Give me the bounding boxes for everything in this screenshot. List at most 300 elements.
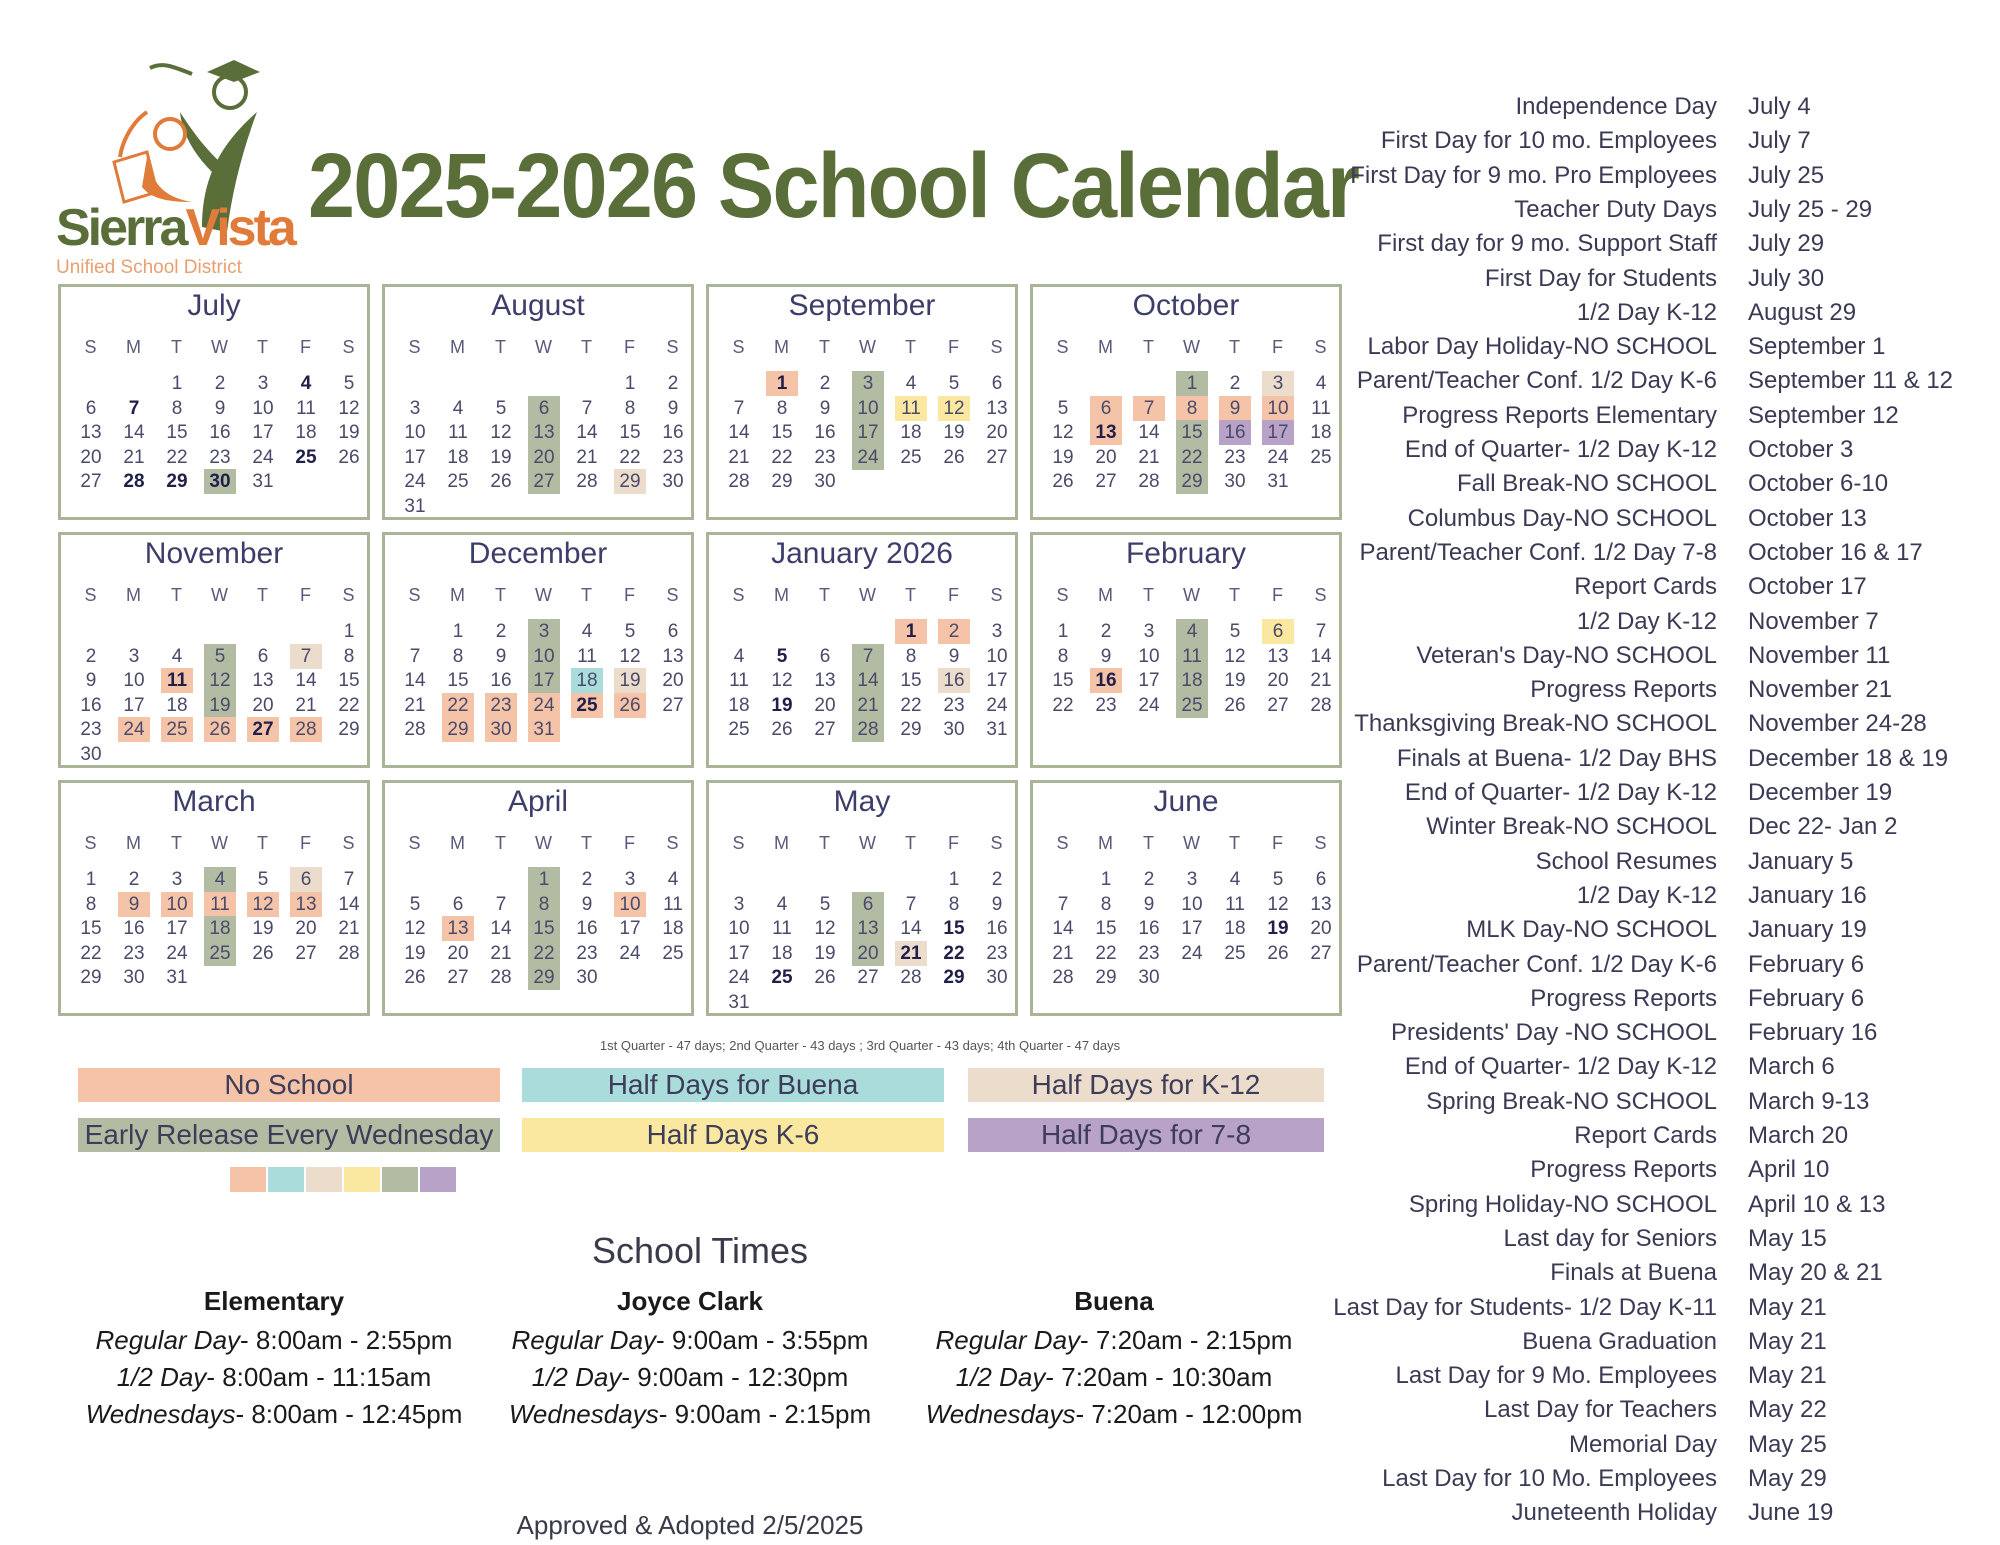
month-name: August	[491, 289, 585, 322]
calendar-day: 1	[1057, 621, 1069, 642]
calendar-day: 26	[814, 967, 836, 988]
calendar-day: 16	[986, 918, 1008, 939]
weekday-label: W	[1183, 833, 1200, 853]
event-row	[1340, 847, 2000, 877]
calendar-day: 2	[991, 869, 1003, 890]
event-row	[1340, 366, 2000, 396]
weekday-label: T	[1143, 585, 1154, 605]
calendar-day: 5	[948, 373, 960, 394]
calendar-day: 4	[204, 867, 236, 892]
legend-early-release: Early Release Every Wednesday	[78, 1118, 500, 1152]
event-date: July 29	[1748, 230, 1825, 258]
calendar-day: 6	[528, 396, 560, 421]
calendar-day: 20	[814, 694, 836, 716]
color-swatch	[382, 1167, 418, 1192]
calendar-day: 1	[895, 619, 927, 644]
weekday-label: S	[408, 833, 421, 853]
calendar-day: 17	[852, 420, 884, 445]
weekday-label: S	[1056, 337, 1069, 357]
calendar-day: 30	[80, 743, 102, 765]
calendar-day: 30	[814, 471, 836, 492]
month-july	[58, 284, 370, 520]
calendar-day: 5	[624, 621, 636, 642]
calendar-day: 9	[118, 892, 150, 917]
weekday-label: T	[171, 337, 182, 357]
calendar-day: 21	[728, 446, 750, 468]
calendar-day: 17	[1138, 670, 1160, 691]
calendar-day: 2	[819, 373, 831, 394]
calendar-day: 5	[204, 644, 236, 669]
weekday-label: W	[535, 833, 552, 853]
approval-note: Approved & Adopted 2/5/2025	[516, 1510, 864, 1540]
calendar-day: 4	[452, 397, 464, 419]
calendar-day: 26	[252, 942, 274, 964]
weekday-label: T	[905, 585, 916, 605]
month-name: June	[1153, 785, 1219, 818]
calendar-day: 9	[85, 670, 97, 691]
calendar-day: 30	[485, 717, 517, 742]
calendar-day: 1	[171, 373, 183, 394]
event-name: Last Day for Teachers	[1483, 1396, 1717, 1424]
event-row	[1340, 332, 2000, 362]
calendar-day: 19	[943, 422, 965, 443]
calendar-day: 3	[528, 619, 560, 644]
calendar-day: 2	[128, 869, 140, 890]
calendar-day: 14	[1310, 645, 1332, 667]
calendar-day: 15	[619, 422, 641, 443]
weekday-label: S	[1056, 833, 1069, 853]
event-date: September 11 & 12	[1748, 367, 1954, 395]
event-date: November 21	[1748, 676, 1893, 704]
weekday-label: S	[84, 585, 97, 605]
calendar-day: 6	[991, 373, 1003, 394]
calendar-day: 18	[295, 422, 317, 443]
calendar-day: 23	[814, 446, 836, 468]
weekday-label: S	[84, 833, 97, 853]
weekday-label: T	[905, 833, 916, 853]
calendar-day: 6	[85, 397, 97, 419]
calendar-day: 6	[1262, 619, 1294, 644]
event-date: September 1	[1748, 333, 1886, 361]
calendar-day: 28	[1138, 471, 1160, 492]
logo-subtitle: Unified School District	[56, 257, 242, 278]
calendar-day: 15	[1052, 670, 1074, 691]
calendar-day: 19	[404, 942, 426, 964]
calendar-day: 14	[338, 893, 360, 915]
calendar-day: 27	[857, 967, 879, 988]
times-elementary	[74, 1282, 474, 1433]
calendar-day: 21	[1310, 670, 1332, 691]
weekday-label: F	[948, 585, 959, 605]
calendar-day: 22	[619, 446, 641, 468]
calendar-day: 4	[171, 645, 183, 667]
weekday-label: M	[450, 585, 465, 605]
times-row: Wednesdays- 8:00am - 12:45pm	[85, 1399, 463, 1429]
calendar-day: 4	[776, 893, 788, 915]
calendar-day: 21	[1138, 446, 1160, 468]
calendar-day: 27	[247, 717, 279, 742]
event-row	[1340, 607, 2000, 637]
event-name: Report Cards	[1574, 1122, 1717, 1149]
times-school-name: Joyce Clark	[617, 1286, 763, 1316]
color-swatch	[306, 1167, 342, 1192]
calendar-day: 3	[1262, 371, 1294, 396]
event-row	[1340, 1018, 2000, 1048]
event-date: April 10 & 13	[1748, 1190, 1886, 1218]
weekday-label: M	[774, 337, 789, 357]
weekday-label: M	[1098, 337, 1113, 357]
calendar-day: 12	[814, 918, 836, 939]
calendar-day: 23	[986, 942, 1008, 964]
calendar-day: 3	[409, 397, 421, 419]
calendar-day: 11	[1311, 397, 1331, 419]
calendar-day: 29	[80, 967, 102, 988]
calendar-day: 8	[905, 645, 917, 667]
event-name: Last Day for 9 Mo. Employees	[1395, 1362, 1717, 1390]
calendar-day: 9	[1219, 396, 1251, 421]
calendar-day: 11	[663, 893, 683, 915]
calendar-day: 15	[771, 422, 793, 443]
event-name: Memorial Day	[1568, 1430, 1717, 1458]
calendar-day: 26	[1224, 694, 1246, 716]
event-row	[1340, 264, 2000, 294]
calendar-day: 5	[257, 869, 269, 890]
calendar-day: 20	[1095, 446, 1117, 468]
event-date: October 3	[1748, 436, 1854, 463]
times-row: 1/2 Day- 9:00am - 12:30pm	[531, 1362, 849, 1392]
calendar-day: 1	[452, 621, 464, 642]
calendar-day: 27	[80, 471, 102, 492]
event-name: Teacher Duty Days	[1514, 195, 1717, 223]
calendar-day: 3	[1186, 869, 1198, 890]
calendar-day: 24	[252, 446, 274, 468]
calendar-day: 18	[204, 916, 236, 941]
weekday-label: F	[624, 337, 635, 357]
weekday-label: W	[211, 337, 228, 357]
weekday-label: W	[211, 833, 228, 853]
calendar-day: 19	[490, 446, 512, 468]
calendar-day: 13	[1310, 893, 1332, 915]
weekday-label: S	[990, 337, 1003, 357]
event-date: Dec 22- Jan 2	[1748, 813, 1898, 841]
event-name: First day for 9 mo. Support Staff	[1377, 230, 1717, 258]
times-joyce-clark	[490, 1282, 890, 1433]
calendar-day: 10	[614, 892, 646, 917]
calendar-day: 18	[771, 942, 793, 964]
weekday-label: W	[859, 585, 876, 605]
event-date: July 25 - 29	[1748, 195, 1873, 223]
month-january-2026	[706, 532, 1018, 768]
calendar-day: 13	[814, 670, 836, 691]
event-row	[1340, 435, 2000, 465]
event-date: July 30	[1748, 264, 1825, 292]
calendar-day: 18	[728, 694, 750, 716]
weekday-label: T	[581, 337, 592, 357]
event-name: 1/2 Day K-12	[1576, 298, 1717, 326]
legend-no-school: No School	[78, 1068, 500, 1102]
weekday-label: S	[732, 585, 745, 605]
calendar-day: 16	[490, 670, 512, 691]
calendar-day: 8	[85, 893, 97, 915]
calendar-day: 5	[1229, 621, 1241, 642]
calendar-day: 30	[1138, 967, 1160, 988]
weekday-label: T	[257, 337, 268, 357]
calendar-day: 30	[204, 469, 236, 494]
calendar-day: 20	[447, 942, 469, 964]
calendar-day: 25	[662, 942, 684, 964]
event-date: May 29	[1748, 1465, 1827, 1492]
weekday-label: S	[1314, 585, 1327, 605]
calendar-day: 28	[290, 717, 322, 742]
calendar-day: 20	[852, 941, 884, 966]
calendar-day: 28	[338, 942, 360, 964]
weekday-label: M	[126, 337, 141, 357]
calendar-day: 4	[581, 621, 593, 642]
calendar-day: 13	[852, 916, 884, 941]
calendar-day: 22	[166, 446, 188, 468]
calendar-day: 27	[447, 967, 469, 988]
weekday-label: T	[819, 585, 830, 605]
calendar-day: 7	[733, 397, 745, 419]
weekday-label: S	[84, 337, 97, 357]
calendar-day: 1	[85, 869, 97, 890]
calendar-day: 5	[409, 893, 421, 915]
calendar-day: 4	[1229, 869, 1241, 890]
event-row	[1340, 1430, 2000, 1460]
event-name: Progress Reports	[1530, 676, 1717, 704]
calendar-day: 25	[1176, 693, 1208, 718]
month-september	[706, 284, 1018, 520]
calendar-day: 31	[1267, 471, 1289, 492]
event-row	[1340, 1498, 2000, 1528]
calendar-day: 15	[1176, 420, 1208, 445]
event-row	[1340, 161, 2000, 191]
calendar-day: 6	[452, 893, 464, 915]
calendar-day: 2	[214, 373, 226, 394]
event-row	[1340, 744, 2000, 774]
calendar-day: 15	[1095, 918, 1117, 939]
weekday-label: M	[450, 337, 465, 357]
calendar-day: 29	[771, 471, 793, 492]
calendar-day: 20	[662, 670, 684, 691]
logo-wordmark: SierraVista	[56, 199, 294, 257]
calendar-day: 10	[528, 644, 560, 669]
month-february	[1030, 532, 1342, 768]
event-row	[1340, 709, 2000, 739]
weekday-label: F	[300, 833, 311, 853]
weekday-label: T	[581, 833, 592, 853]
calendar-day: 16	[80, 694, 102, 716]
weekday-label: S	[732, 833, 745, 853]
calendar-day: 26	[404, 967, 426, 988]
calendar-day: 29	[442, 717, 474, 742]
calendar-day: 21	[576, 446, 598, 468]
calendar-day: 19	[1224, 670, 1246, 691]
event-row	[1340, 675, 2000, 705]
calendar-day: 22	[943, 942, 965, 964]
weekday-label: F	[624, 833, 635, 853]
weekday-label: W	[859, 833, 876, 853]
weekday-label: T	[1229, 585, 1240, 605]
calendar-day: 24	[1138, 694, 1160, 716]
calendar-day: 10	[161, 892, 193, 917]
calendar-day: 7	[905, 893, 917, 915]
event-row	[1340, 1155, 2000, 1185]
event-date: July 25	[1748, 161, 1825, 189]
month-august	[382, 284, 694, 520]
page-title: 2025-2026 School Calendar	[308, 135, 1359, 237]
calendar-day: 1	[1176, 371, 1208, 396]
weekday-label: M	[774, 585, 789, 605]
calendar-day: 15	[528, 916, 560, 941]
weekday-label: M	[1098, 833, 1113, 853]
times-row: Regular Day- 7:20am - 2:15pm	[935, 1325, 1293, 1355]
calendar-day: 13	[662, 645, 684, 667]
calendar-day: 16	[662, 422, 684, 443]
calendar-day: 8	[343, 645, 355, 667]
calendar-day: 3	[991, 621, 1003, 642]
calendar-day: 14	[576, 422, 598, 443]
calendar-day: 29	[528, 965, 560, 990]
calendar-day: 1	[766, 371, 798, 396]
calendar-day: 18	[166, 694, 188, 716]
calendar-day: 14	[852, 668, 884, 693]
weekday-label: W	[535, 585, 552, 605]
event-row	[1340, 1464, 2000, 1494]
event-name: Thanksgiving Break-NO SCHOOL	[1354, 710, 1717, 738]
calendar-day: 27	[1310, 942, 1332, 964]
calendar-day: 23	[662, 446, 684, 468]
event-row	[1340, 1121, 2000, 1151]
times-row: Regular Day- 8:00am - 2:55pm	[95, 1325, 453, 1355]
calendar-day: 21	[852, 693, 884, 718]
event-date: May 21	[1748, 1362, 1827, 1390]
calendar-day: 9	[495, 645, 507, 667]
calendar-day: 12	[404, 918, 426, 939]
event-date: February 6	[1748, 950, 1865, 978]
calendar-day: 12	[1224, 645, 1246, 667]
calendar-day: 22	[1052, 694, 1074, 716]
event-name: Fall Break-NO SCHOOL	[1456, 470, 1717, 498]
event-date: January 5	[1748, 847, 1854, 875]
calendar-day: 7	[290, 644, 322, 669]
calendar-day: 24	[852, 445, 884, 470]
event-date: May 22	[1748, 1396, 1827, 1424]
calendar-day: 12	[619, 645, 641, 667]
event-date: October 13	[1748, 504, 1867, 532]
times-row: 1/2 Day- 8:00am - 11:15am	[116, 1362, 432, 1392]
weekday-label: T	[257, 833, 268, 853]
calendar-day: 20	[528, 445, 560, 470]
times-row: 1/2 Day- 7:20am - 10:30am	[955, 1362, 1273, 1392]
calendar-day: 17	[123, 694, 145, 716]
calendar-day: 6	[1315, 869, 1327, 890]
calendar-day: 14	[490, 918, 512, 939]
calendar-day: 11	[1176, 644, 1208, 669]
calendar-day: 24	[118, 717, 150, 742]
calendar-day: 26	[204, 717, 236, 742]
calendar-day: 24	[986, 694, 1008, 716]
calendar-day: 23	[80, 719, 102, 740]
event-name: Report Cards	[1574, 573, 1717, 601]
calendar-day: 18	[900, 422, 922, 443]
calendar-day: 25	[295, 446, 317, 468]
calendar-day: 22	[1176, 445, 1208, 470]
calendar-day: 13	[1090, 420, 1122, 445]
event-date: December 19	[1748, 779, 1893, 806]
calendar-day: 14	[123, 422, 145, 443]
event-row	[1340, 1395, 2000, 1425]
weekday-label: S	[1314, 833, 1327, 853]
event-date: February 6	[1748, 984, 1865, 1012]
calendar-day: 5	[495, 397, 507, 419]
calendar-day: 26	[1267, 942, 1289, 964]
event-name: Progress Reports	[1530, 1156, 1717, 1184]
calendar-day: 14	[404, 670, 426, 691]
calendar-day: 14	[728, 422, 750, 443]
calendar-day: 10	[852, 396, 884, 421]
month-name: November	[144, 537, 284, 570]
calendar-day: 30	[662, 471, 684, 492]
calendar-day: 29	[1176, 469, 1208, 494]
calendar-day: 22	[900, 694, 922, 716]
calendar-day: 10	[1262, 396, 1294, 421]
weekday-label: M	[1098, 585, 1113, 605]
calendar-day: 29	[900, 719, 922, 740]
calendar-day: 12	[1267, 893, 1289, 915]
month-october	[1030, 284, 1342, 520]
weekday-label: T	[257, 585, 268, 605]
calendar-day: 4	[300, 373, 312, 394]
calendar-day: 16	[1090, 668, 1122, 693]
event-date: July 7	[1748, 127, 1811, 155]
calendar-day: 30	[576, 967, 598, 988]
calendar-day: 6	[1090, 396, 1122, 421]
weekday-label: F	[1272, 833, 1283, 853]
calendar-day: 1	[343, 621, 355, 642]
calendar-day: 4	[1176, 619, 1208, 644]
calendar-day: 17	[1262, 420, 1294, 445]
calendar-day: 25	[161, 717, 193, 742]
calendar-day: 14	[295, 670, 317, 691]
calendar-day: 20	[1267, 670, 1289, 691]
calendar-day: 26	[943, 446, 965, 468]
calendar-day: 26	[338, 446, 360, 468]
calendar-day: 6	[819, 645, 831, 667]
calendar-day: 27	[1267, 694, 1289, 716]
weekday-label: S	[666, 585, 679, 605]
event-date: March 20	[1748, 1122, 1849, 1149]
calendar-day: 20	[80, 446, 102, 468]
calendar-day: 2	[1100, 621, 1112, 642]
calendar-day: 26	[614, 693, 646, 718]
calendar-day: 8	[1057, 645, 1069, 667]
weekday-label: S	[1314, 337, 1327, 357]
calendar-day: 20	[1310, 918, 1332, 939]
calendar-day: 25	[1310, 446, 1332, 468]
event-name: Parent/Teacher Conf. 1/2 Day K-6	[1356, 950, 1717, 978]
event-row	[1333, 1293, 2000, 1323]
calendar-day: 19	[1267, 918, 1289, 939]
calendar-day: 23	[576, 942, 598, 964]
event-date: May 21	[1748, 1327, 1827, 1355]
calendar-day: 15	[900, 670, 922, 691]
calendar-day: 13	[528, 420, 560, 445]
weekday-label: T	[581, 585, 592, 605]
calendar-day: 28	[490, 967, 512, 988]
calendar-day: 19	[771, 694, 793, 716]
calendar-day: 8	[171, 397, 183, 419]
